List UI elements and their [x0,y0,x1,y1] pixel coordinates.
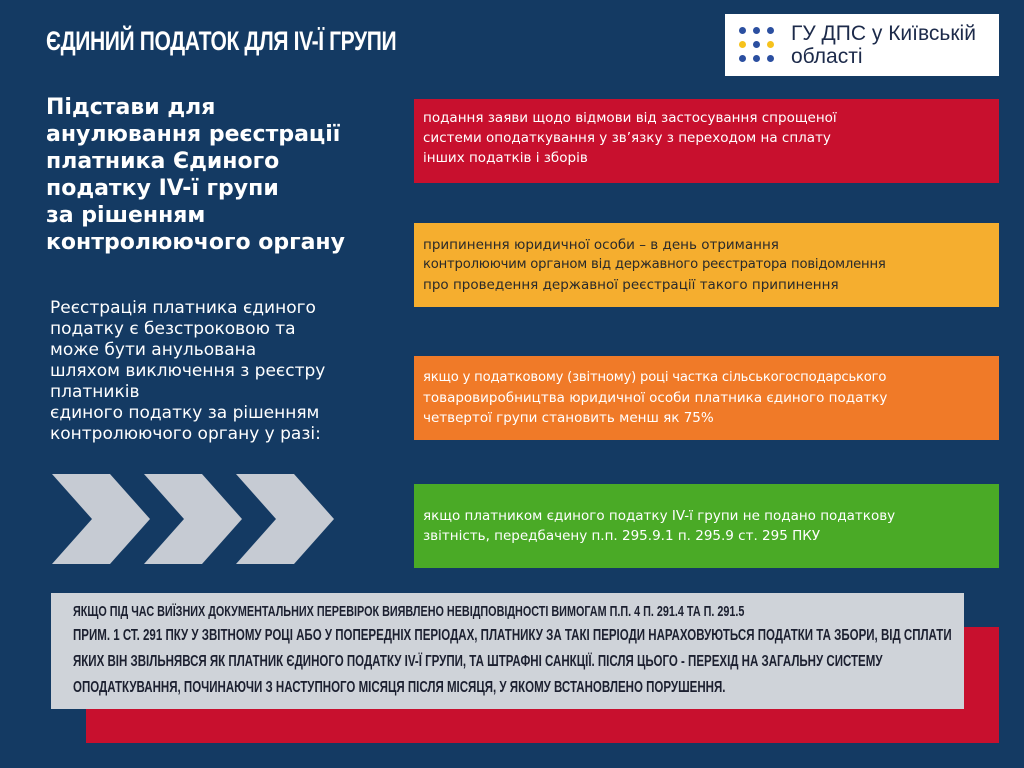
note-line: ПРИМ. 1 СТ. 291 ПКУ У ЗВІТНОМУ РОЦІ АБО У ПОПЕРЕДНІХ ПЕРІОДАХ, ПЛАТНИКУ ЗА ТАКІ ПЕРІОДИ НАРАХОВУЮТЬСЯ ПОДАТКИ ТА ЗБОРИ, ВІД СПЛАТИ [73,627,952,644]
logo-text-line: області [791,45,863,68]
logo-text-line: ГУ ДПС у Київській [791,22,976,45]
reason-box-application [414,99,999,183]
intro-line: Реєстрація платника єдиного [50,298,316,318]
reason-box-termination [414,223,999,307]
intro-line: шляхом виключення з реєстру [50,361,326,381]
reason-box-agri-share [414,356,999,440]
reason-line: припинення юридичної особи – в день отримання [423,237,779,253]
reason-line: про проведення державної реєстрації такого припинення [423,277,839,293]
reason-line: контролюючим органом від державного реєстратора повідомлення [423,257,886,272]
audit-note [51,593,964,709]
intro-line: податку є безстроковою та [50,319,296,339]
reason-line: якщо у податковому (звітному) році частка сільськогосподарського [423,370,887,385]
intro-line: платників [50,382,140,402]
heading-line: контролюючого органу [46,230,345,255]
chevron-icon [236,474,334,564]
heading-line: Підстави для [46,95,216,120]
note-line: ЯКЩО ПІД ЧАС ВИЇЗНИХ ДОКУМЕНТАЛЬНИХ ПЕРЕВІРОК ВИЯВЛЕНО НЕВІДПОВІДНОСТІ ВИМОГАМ П.П. 4 П. 291.4 ТА П. 291.5 [73,603,745,620]
reason-line: якщо платником єдиного податку IV-ї групи не подано податкову [423,508,896,524]
chevron-arrows-icon [52,474,352,564]
section-heading [46,94,406,256]
dps-logo [725,14,999,76]
reason-box-no-reporting [414,484,999,568]
chevron-icon [144,474,242,564]
intro-line: єдиного податку за рішенням [50,403,320,423]
reason-line: звітність, передбачену п.п. 295.9.1 п. 295.9 ст. 295 ПКУ [423,528,821,544]
dot-grid-logo-icon [737,25,777,65]
chevron-icon [52,474,150,564]
intro-line: може бути анульована [50,340,257,360]
logo-text [791,22,976,68]
heading-line: платника Єдиного [46,149,280,174]
intro-line: контролюючого органу у разі: [50,424,321,444]
page-title: ЄДИНИЙ ПОДАТОК ДЛЯ IV-Ї ГРУПИ [46,26,397,56]
heading-line: за рішенням [46,203,206,228]
note-line: ОПОДАТКУВАННЯ, ПОЧИНАЮЧИ З НАСТУПНОГО МІСЯЦЯ ПІСЛЯ МІСЯЦЯ, У ЯКОМУ ВСТАНОВЛЕНО ПОРУШЕННЯ. [73,679,726,696]
reason-line: подання заяви щодо відмови від застосування спрощеної [423,110,837,126]
intro-text [50,298,400,445]
heading-line: анулювання реєстрації [46,122,341,147]
reason-line: четвертої групи становить менш як 75% [423,410,714,426]
note-line: ЯКИХ ВІН ЗВІЛЬНЯВСЯ ЯК ПЛАТНИК ЄДИНОГО ПОДАТКУ IV-Ї ГРУПИ, ТА ШТРАФНІ САНКЦІЇ. ПІСЛЯ ЦЬОГО - ПЕРЕХІД НА ЗАГАЛЬНУ СИСТЕМУ [73,653,883,670]
heading-line: податку IV-ї групи [46,176,279,201]
reason-line: системи оподаткування у зв’язку з переходом на сплату [423,130,831,146]
reason-line: товаровиробництва юридичної особи платника єдиного податку [423,390,888,406]
reason-line: інших податків і зборів [423,150,588,166]
